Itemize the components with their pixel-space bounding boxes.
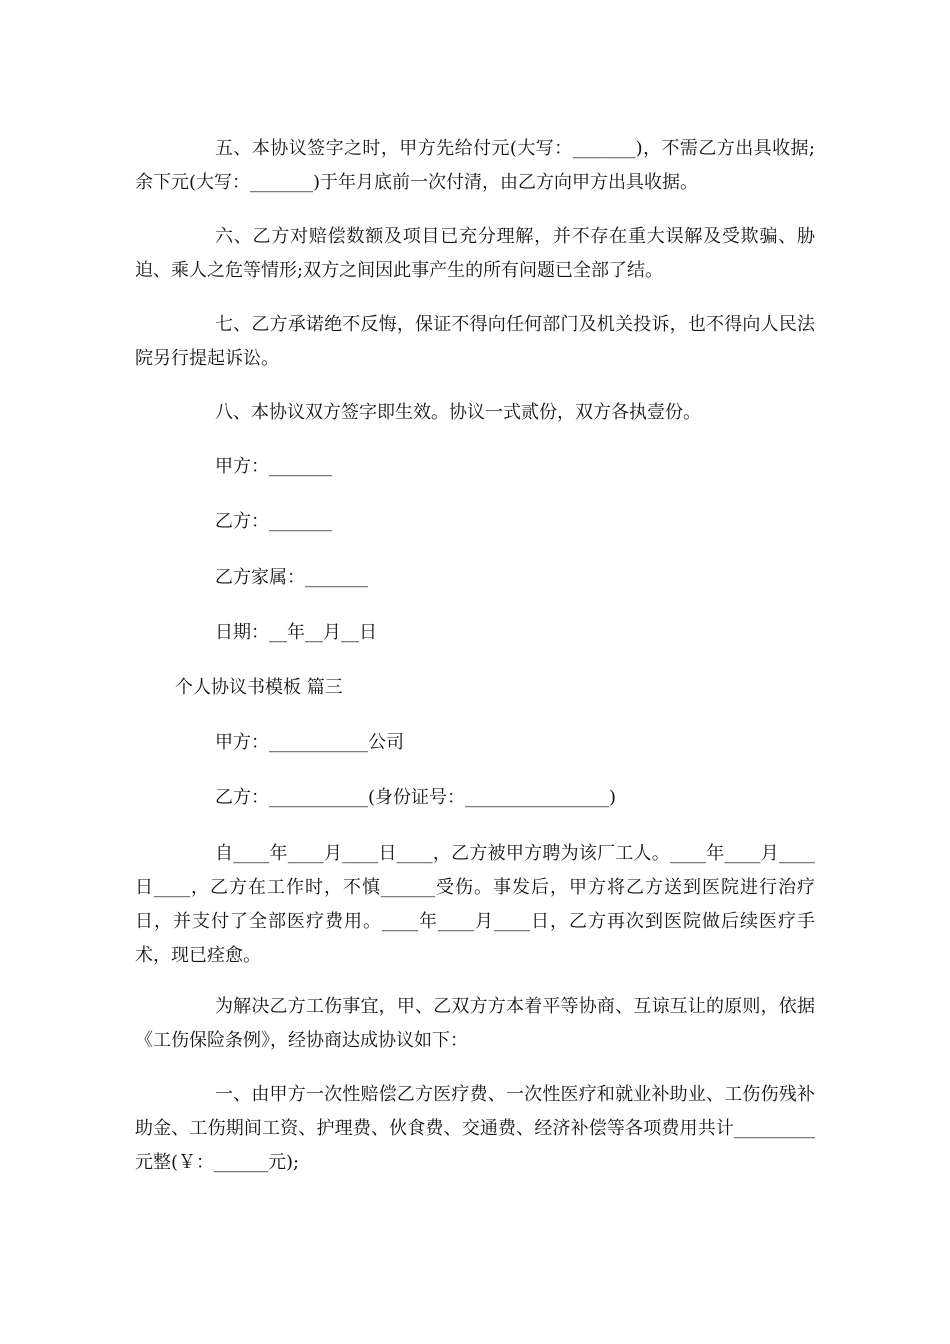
section-heading: 个人协议书模板 篇三 <box>175 677 343 698</box>
section3-party-b: 乙方：___________(身份证号：________________) <box>215 787 617 808</box>
clause-6: 六、乙方对赔偿数额及项目已充分理解，并不存在重大误解及受欺骗、胁迫、乘人之危等情形;双方之间因此事产生的所有问题已全部了结。 <box>135 226 815 281</box>
incident-paragraph: 自____年____月____日____，乙方被甲方聘为该厂工人。____年____月____日____，乙方在工作时，不慎______受伤。事发后，甲方将乙方送到医院进行治疗日，并支付了全部医疗费用。____年____月____日，乙方再次到医院做后续医疗手术，现已痊愈。 <box>135 843 815 966</box>
signature-party-a: 甲方：_______ <box>215 456 332 477</box>
clause-8: 八、本协议双方签字即生效。协议一式贰份，双方各执壹份。 <box>215 402 701 423</box>
section3-party-a: 甲方：___________公司 <box>215 732 404 753</box>
basis-paragraph: 为解决乙方工伤事宜，甲、乙双方方本着平等协商、互谅互让的原则，依据《工伤保险条例》，经协商达成协议如下： <box>135 996 815 1051</box>
signature-party-b-family: 乙方家属：_______ <box>215 567 368 588</box>
clause-5: 五、本协议签字之时，甲方先给付元(大写：_______)，不需乙方出具收据;余下元(大写：_______)于年月底前一次付清，由乙方向甲方出具收据。 <box>135 138 815 193</box>
item-1-paragraph: 一、由甲方一次性赔偿乙方医疗费、一次性医疗和就业补助业、工伤伤残补助金、工伤期间工资、护理费、伙食费、交通费、经济补偿等各项费用共计_________元整(￥：______元); <box>135 1084 815 1173</box>
clause-7: 七、乙方承诺绝不反悔，保证不得向任何部门及机关投诉，也不得向人民法院另行提起诉讼。 <box>135 314 815 369</box>
signature-date: 日期：__年__月__日 <box>215 622 377 643</box>
signature-party-b: 乙方：_______ <box>215 511 332 532</box>
